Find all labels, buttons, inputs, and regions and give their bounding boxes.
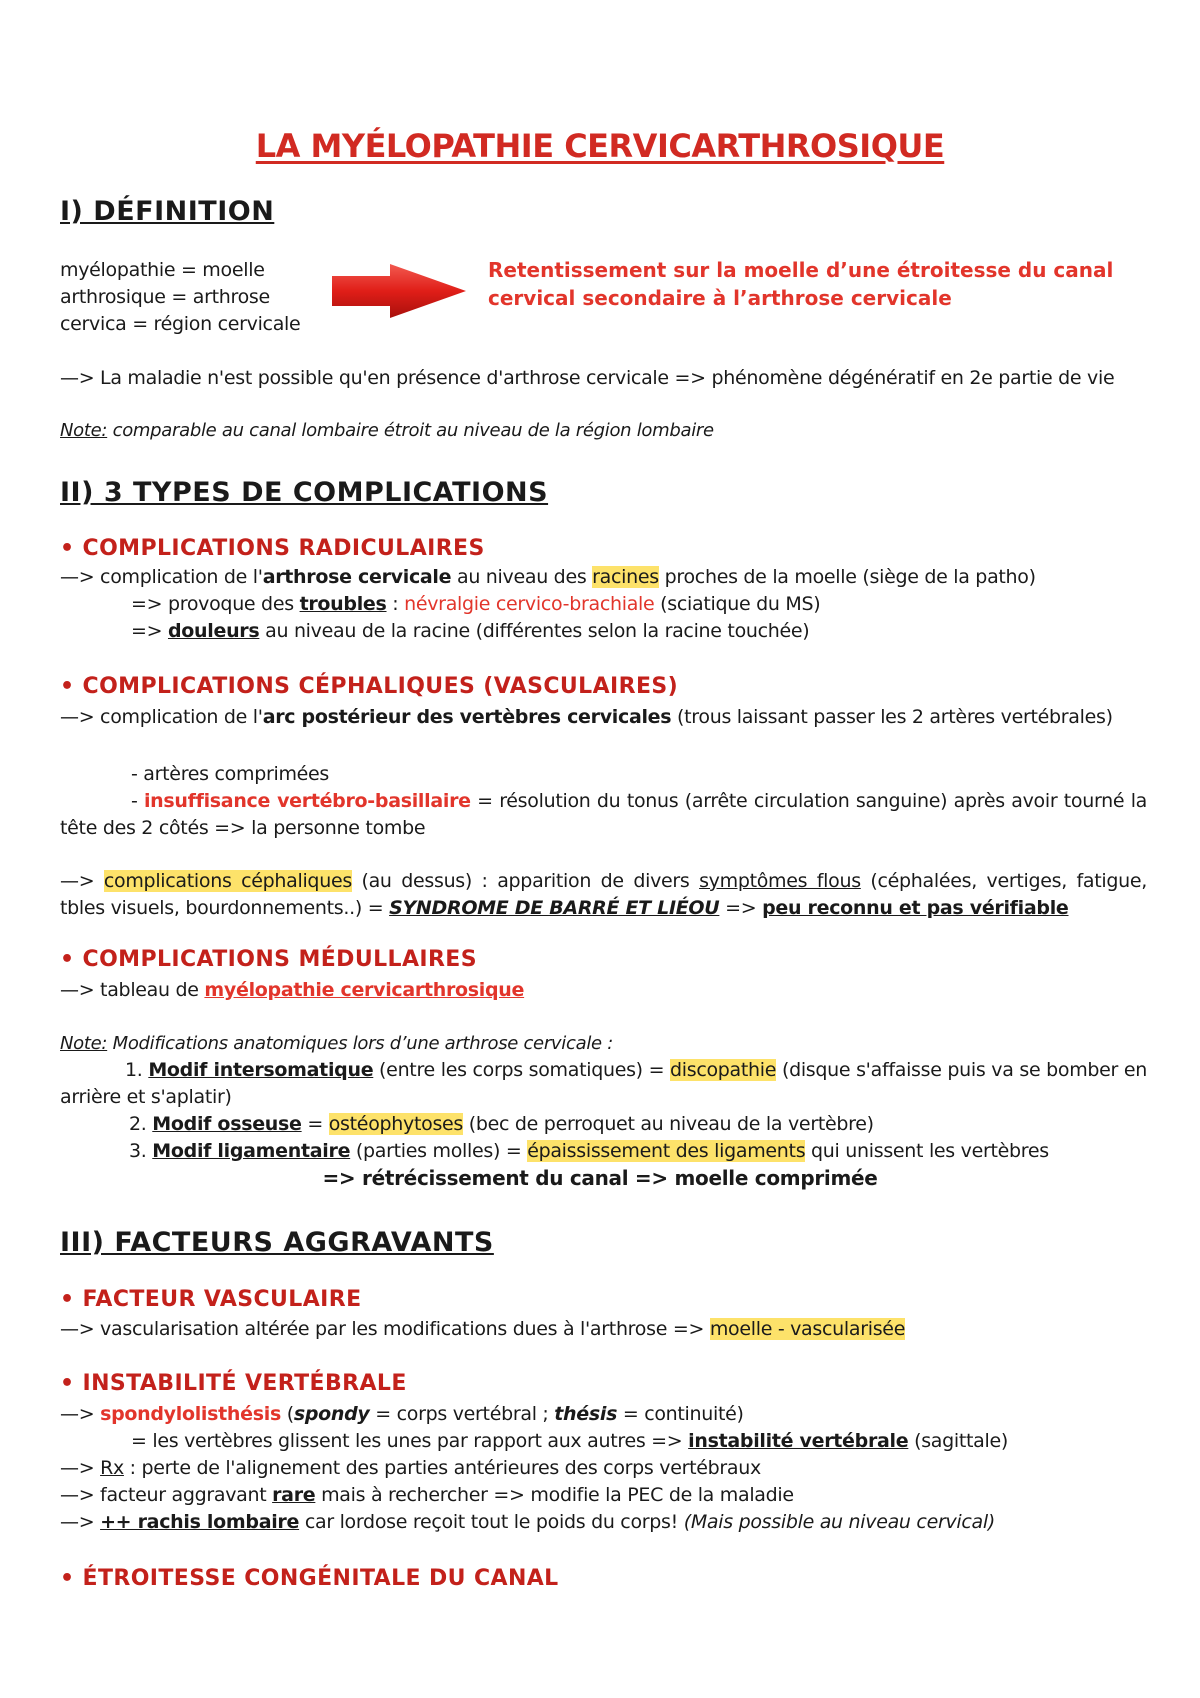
ceph-paragraph-1 [60, 704, 1147, 731]
text-span: (Mais possible au niveau cervical) [683, 1511, 995, 1533]
highlight-span: racines [592, 566, 659, 588]
text-span: SYNDROME DE BARRÉ ET LIÉOU [389, 897, 720, 919]
text-span: ++ rachis lombaire [100, 1511, 300, 1533]
subsection-medullaires: • COMPLICATIONS MÉDULLAIRES [60, 947, 477, 972]
text-span: => provoque des [131, 593, 300, 615]
text-span: myélopathie cervicarthrosique [204, 979, 525, 1001]
text-span: qui unissent les vertèbres [805, 1140, 1049, 1162]
inst-line-4 [60, 1482, 794, 1509]
highlight-span: moelle - vascularisée [709, 1318, 906, 1340]
text-span: arthrose cervicale [262, 566, 452, 588]
text-span: = [301, 1113, 329, 1135]
text-span: troubles [299, 593, 387, 615]
radic-line-2 [131, 591, 820, 618]
definition-text: Retentissement sur la moelle d’une étroitesse du canal cervical secondaire à l’arthrose cervicale [488, 258, 1114, 310]
text-span: = les vertèbres glissent les unes par rapport aux autres => [131, 1430, 689, 1452]
note-label: Note: [60, 1033, 108, 1054]
modif-item-1 [60, 1057, 1147, 1111]
text-span: (céphalées, vertiges, fatigue, tbles visuels, bourdonnements..) = [60, 870, 1147, 919]
text-span: —> [60, 1511, 101, 1533]
text-span: => [719, 897, 763, 919]
section-heading-facteurs: III) FACTEURS AGGRAVANTS [60, 1227, 494, 1258]
inst-line-1 [60, 1401, 744, 1428]
ceph-arteres-line: - artères comprimées [131, 763, 330, 785]
term-line: cervica = région cervicale [60, 313, 301, 335]
vasc-line-1 [60, 1316, 905, 1343]
highlight-span: complications céphaliques [103, 870, 352, 892]
text-span: proches de la moelle (siège de la patho) [658, 566, 1036, 588]
text-span: rare [272, 1484, 316, 1506]
radic-line-3 [131, 618, 809, 645]
text-span: Rx [100, 1457, 124, 1479]
arrow-right-icon [330, 262, 470, 320]
medul-conclusion: => rétrécissement du canal => moelle comprimée [322, 1166, 878, 1190]
term-line: arthrosique = arthrose [60, 286, 270, 308]
text-span: Modif ligamentaire [152, 1140, 351, 1162]
text-span: —> complication de l' [60, 566, 263, 588]
disease-condition-line: —> La maladie n'est possible qu'en présence d'arthrose cervicale => phénomène dégénératif en 2e partie de vie [60, 367, 1115, 389]
term-line: myélopathie = moelle [60, 259, 265, 281]
subsection-instabilite: • INSTABILITÉ VERTÉBRALE [60, 1371, 407, 1396]
inst-line-5 [60, 1509, 995, 1536]
text-span: - [131, 790, 144, 812]
highlight-span: épaississement des ligaments [527, 1140, 806, 1162]
subsection-cephaliques: • COMPLICATIONS CÉPHALIQUES (VASCULAIRES) [60, 674, 679, 699]
inst-line-3 [60, 1455, 761, 1482]
inst-line-2 [131, 1428, 1008, 1455]
text-span: spondylolisthésis [100, 1403, 281, 1425]
text-span: —> facteur aggravant [60, 1484, 273, 1506]
section-heading-definition: I) DÉFINITION [60, 196, 275, 227]
text-span: (sagittale) [908, 1430, 1009, 1452]
text-span: peu reconnu et pas vérifiable [762, 897, 1069, 919]
text-span: —> vascularisation altérée par les modifications dues à l'arthrose => [60, 1318, 710, 1340]
text-span: Modif intersomatique [148, 1059, 374, 1081]
ceph-paragraph-3 [60, 868, 1147, 922]
text-span: thésis [554, 1403, 618, 1425]
highlight-span: discopathie [669, 1059, 777, 1081]
text-span: spondy [293, 1403, 370, 1425]
text-span: (sciatique du MS) [654, 593, 821, 615]
medul-note-line [60, 1030, 613, 1057]
text-span: car lordose reçoit tout le poids du corps! [299, 1511, 684, 1533]
modif-item-2 [129, 1111, 874, 1138]
text-span: (disque s'affaisse puis va se bomber en arrière et s'aplatir) [60, 1059, 1147, 1108]
text-span: 2. [129, 1113, 153, 1135]
text-span: au niveau des [451, 566, 593, 588]
page-title: LA MYÉLOPATHIE CERVICARTHROSIQUE [255, 127, 945, 165]
note-text: Modifications anatomiques lors d’une arthrose cervicale : [107, 1033, 613, 1054]
modif-item-3 [129, 1138, 1049, 1165]
text-span: instabilité vertébrale [688, 1430, 909, 1452]
medul-line-1 [60, 977, 524, 1004]
section-heading-complications: II) 3 TYPES DE COMPLICATIONS [60, 477, 549, 508]
text-span: (parties molles) = [350, 1140, 528, 1162]
text-span: —> [60, 870, 104, 892]
text-span: = continuité) [617, 1403, 744, 1425]
text-span: : [386, 593, 405, 615]
subsection-etroitesse: • ÉTROITESSE CONGÉNITALE DU CANAL [60, 1566, 559, 1591]
text-span: = corps vertébral ; [369, 1403, 555, 1425]
note-line [60, 417, 714, 444]
text-span: mais à rechercher => modifie la PEC de la maladie [315, 1484, 794, 1506]
text-span: 1. [125, 1059, 149, 1081]
text-span: au niveau de la racine (différentes selon la racine touchée) [259, 620, 810, 642]
text-span: (au dessus) : apparition de divers [351, 870, 700, 892]
text-span: —> complication de l' [60, 706, 263, 728]
subsection-radiculaires: • COMPLICATIONS RADICULAIRES [60, 536, 485, 561]
subsection-facteur-vasculaire: • FACTEUR VASCULAIRE [60, 1287, 362, 1312]
note-label: Note: [60, 420, 108, 441]
text-span: symptômes flous [699, 870, 861, 892]
text-span: douleurs [167, 620, 260, 642]
text-span: névralgie cervico-brachiale [404, 593, 655, 615]
text-span: : perte de l'alignement des parties antérieures des corps vertébraux [123, 1457, 761, 1479]
text-span: (trous laissant passer les 2 artères vertébrales) [671, 706, 1113, 728]
text-span: (entre les corps somatiques) = [373, 1059, 670, 1081]
text-span: => [131, 620, 168, 642]
text-span: arc postérieur des vertèbres cervicales [262, 706, 672, 728]
text-span: (bec de perroquet au niveau de la vertèbre) [463, 1113, 874, 1135]
text-span: 3. [129, 1140, 153, 1162]
text-span: —> [60, 1457, 101, 1479]
text-span: ( [280, 1403, 294, 1425]
radic-line-1 [60, 564, 1036, 591]
text-span: —> [60, 1403, 101, 1425]
text-span: —> tableau de [60, 979, 205, 1001]
text-span: = résolution du tonus (arrête circulation sanguine) après avoir tourné la tête des 2 côtés => la personne tombe [60, 790, 1148, 839]
text-span: insuffisance vertébro-basillaire [143, 790, 471, 812]
ceph-paragraph-2 [60, 788, 1147, 842]
text-span: Modif osseuse [152, 1113, 302, 1135]
highlight-span: ostéophytoses [328, 1113, 464, 1135]
note-text: comparable au canal lombaire étroit au niveau de la région lombaire [107, 420, 714, 441]
